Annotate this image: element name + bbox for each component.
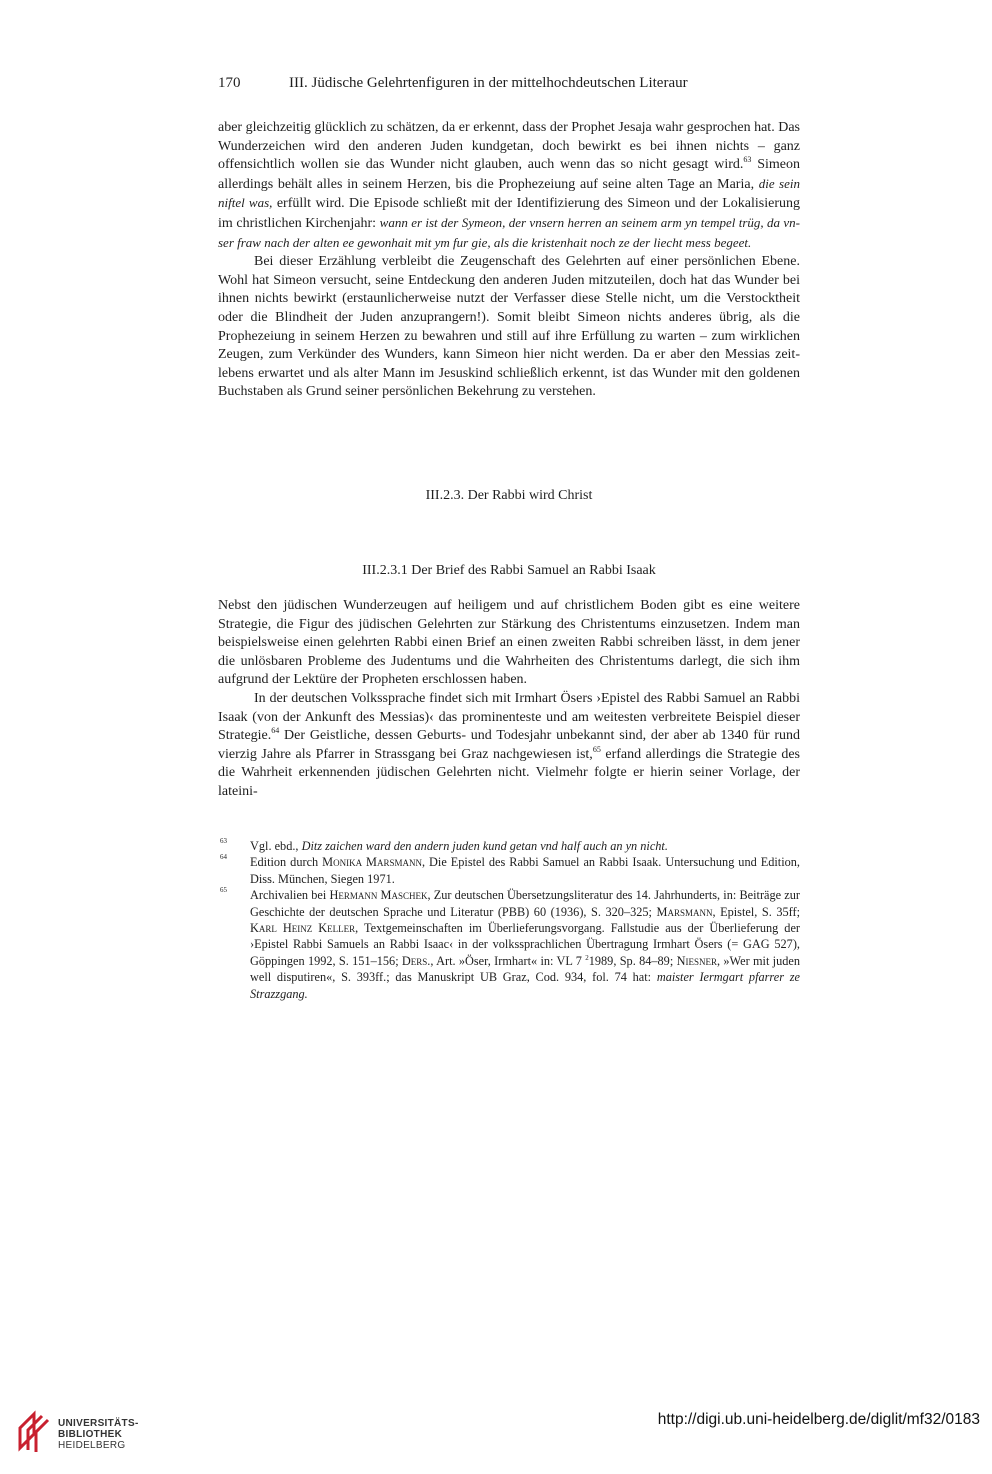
subsection-heading: III.2.3.1 Der Brief des Rabbi Samuel an Rabbi Isaak [362,563,656,578]
running-title: III. Jüdische Gelehrtenfiguren in der mittelhochdeutschen Literaur [289,75,688,91]
paragraph: Bei dieser Erzählung verbleibt die Zeugenschaft des Gelehrten auf einer persönlichen Ebene. Wohl hat Simeon versucht, seine Entdeckung den anderen Juden mitzuteilen, doch hat das Wunder bei ihnen nichts bewirkt (erstaunlicherweise nutzt der Verfasser diese Stelle nicht, um die Verstocktheit oder die Blindheit der Juden anzuprangern!). Somit bleibt Simeon nichts anderes übrig, als die Prophezeiung in seinem Herzen zu bewahren und still auf ihre Erfüllung zu warten – zum wirklichen Zeugen, zum Verkünder des Wunders, kann Simeon hier nicht werden. Da er aber den Messias zeitlebens erwartet und als alter Mann im Jesuskind schließlich erkennt, ist das Wunder mit den goldenen Buchstaben als Grund seiner persönlichen Bekehrung zu verstehen. [218,254,800,400]
library-logo[interactable] [12,1408,162,1458]
library-logo-icon [12,1410,52,1454]
author-name: Hermann Maschek [329,888,428,903]
footnote: 64 Edition durch Monika Marsmann, Die Epistel des Rabbi Samuel an Rabbi Isaak. Untersuchung und Edition, Diss. München, Siegen 1971. [220,853,801,886]
footnote: 65 Archivalien bei Hermann Maschek, Zur deutschen Übersetzungsliteratur des 14. Jahrhunderts, in: Beiträge zur Geschichte der deutschen Sprache und Literatur (PBB) 60 (1936), S. 320–325; Marsmann, Epistel, S. 35ff; Karl Heinz Keller, Textgemeinschaften im Überlieferungsvorgang. Fallstudie aus der Überlieferung der ›Epistel Rabbi Samuels an Rabbi Isaac‹ in der volkssprachlichen Übertragung Irmhart Ösers (= GAG 527), Göppingen 1992, S. 151–156; Ders., Art. »Öser, Irmhart« in: VL 7 $^2$1989, Sp. 84–89; Niesner, »Wer mit juden well disputiren«, S. 393ff.; das Manuskript UB Graz, Cod. 934, fol. 74 hat: maister Iermgart pfarrer ze Strazzgang. [220,886,801,1001]
footnote-ref[interactable]: 65 [592,744,601,754]
running-header [218,73,800,93]
footnote-ref[interactable]: 64 [271,726,280,736]
footnotes [218,838,800,1002]
author-name: Monika Marsmann [322,855,422,870]
paragraph: Nebst den jüdischen Wunderzeugen auf heiligem und auf christlichem Boden gibt es eine weitere Strategie, die Figur des jüdischen Gelehrten zur Stärkung des Christentums einzusetzen. Indem man beispielsweise einen gelehrten Rabbi einen Brief an einen zweiten Rabbi schreiben lässt, in dem jener die unlösbaren Probleme des Judentums und die Wahrheiten des Christentums darlegt, die sich ihm aufgrund der Lektüre der Propheten erschlossen haben. [218,598,800,688]
source-url[interactable]: http://digi.ub.uni-heidelberg.de/diglit/mf32/0183 [657,1411,980,1428]
paragraph: aber gleichzeitig glücklich zu schätzen, da er erkennt, dass der Prophet Jesaja wahr gesprochen hat. Das Wunderzeichen wird den anderen Juden kundgetan, doch bewirkt es bei ihnen nichts – ganz offensichtlich wollen sie das Wunder nicht glauben, auch wenn das so nicht gesagt wird.$^{63}$ Simeon allerdings behält alles in seinem Herzen, bis die Prophezeiung auf seine alten Tage an Maria, die sein niftel was, erfüllt wird. Die Episode schließt mit der Identifizierung des Simeon und der Lokalisierung im christlichen Kirchenjahr: wann er ist der Symeon, der vnsern herren an seinem arm yn tempel trüg, da vnser fraw nach der alten ee gewonhait mit ym fur gie, als die kristenhait noch ze der liecht mess begeet. [218,120,801,250]
section-heading: III.2.3. Der Rabbi wird Christ [425,488,593,503]
library-name: UNIVERSITÄTS- BIBLIOTHEK HEIDELBERG [58,1418,139,1451]
edition-superscript: 2 [585,953,589,962]
author-name: Ders. [401,953,431,968]
footnote-number: 64 [220,853,227,862]
author-name: Marsmann [656,904,713,919]
page-number: 170 [218,75,241,91]
footnote-number: 65 [220,886,227,895]
author-name: Karl Heinz Keller [250,921,356,936]
body-text-upper [218,119,800,402]
quotation: Ditz zaichen ward den andern juden kund getan vnd half auch an yn nicht. [301,839,668,853]
quotation: die sein niftel was, [218,175,800,211]
quotation: maister Iermgart pfarrer ze Strazzgang. [250,970,800,1001]
footnote-ref[interactable]: 63 [743,155,752,165]
paragraph: In der deutschen Volkssprache findet sich mit Irmhart Ösers ›Epistel des Rabbi Samuel an Rabbi Isaak (von der Ankunft des Messias)‹ das prominenteste und am weitesten verbreitete Beispiel dieser Strategie.$^{64}$ Der Geistliche, dessen Geburts- und Todesjahr unbekannt sind, der aber ab 1340 für rund vierzig Jahre als Pfarrer in Strassgang bei Graz nachgewiesen ist,$^{65}$ erfand allerdings die Strategie des die Wahrheit erkennenden jüdischen Gelehrten nicht. Vielmehr folgte er hierin seiner Vorlage, der lateini- [218,690,801,799]
author-name: Niesner [676,953,717,968]
footnote-number: 63 [220,837,227,845]
body-text-lower [218,597,800,802]
footnote: 63 Vgl. ebd., Ditz zaichen ward den andern juden kund getan vnd half auch an yn nicht. [220,837,668,853]
quotation: wann er ist der Symeon, der vnsern herren an seinem arm yn tempel trüg, da vnser fraw nach der alten ee gewonhait mit ym fur gie, als die kristenhait noch ze der liecht mess begeet. [218,214,800,250]
